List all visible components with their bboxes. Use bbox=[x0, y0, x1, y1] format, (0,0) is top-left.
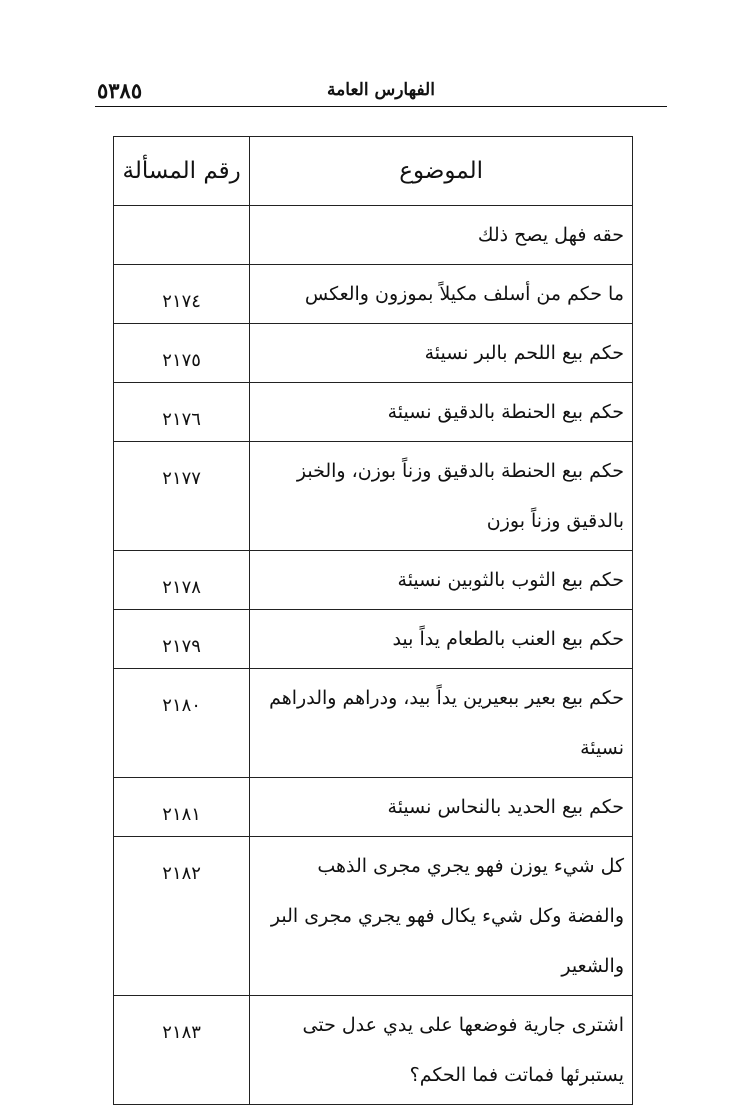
table-row bbox=[114, 324, 633, 383]
topic-cell: حكم بيع اللحم بالبر نسيئة bbox=[250, 324, 633, 383]
topic-cell: ما حكم من أسلف مكيلاً بموزون والعكس bbox=[250, 265, 633, 324]
topic-cell: حكم بيع الحنطة بالدقيق وزناً بوزن، والخبز بالدقيق وزناً بوزن bbox=[250, 442, 633, 551]
issue-number-cell: ٢١٧٤ bbox=[114, 265, 250, 324]
topic-cell: حقه فهل يصح ذلك bbox=[250, 206, 633, 265]
issue-number-cell bbox=[114, 206, 250, 265]
number-column-header: رقم المسألة bbox=[114, 137, 250, 206]
table-row bbox=[114, 383, 633, 442]
issue-number-cell: ٢١٨٠ bbox=[114, 669, 250, 778]
header-rule bbox=[95, 106, 667, 107]
table-row bbox=[114, 610, 633, 669]
topic-cell: حكم بيع الحنطة بالدقيق نسيئة bbox=[250, 383, 633, 442]
page-header bbox=[95, 74, 667, 104]
issue-number-cell: ٢١٨٢ bbox=[114, 837, 250, 996]
table-row bbox=[114, 442, 633, 551]
topic-cell: حكم بيع الثوب بالثوبين نسيئة bbox=[250, 551, 633, 610]
issue-number-cell: ٢١٧٦ bbox=[114, 383, 250, 442]
table-row bbox=[114, 778, 633, 837]
topic-cell: حكم بيع العنب بالطعام يداً بيد bbox=[250, 610, 633, 669]
issue-number-cell: ٢١٨١ bbox=[114, 778, 250, 837]
topic-column-header: الموضوع bbox=[250, 137, 633, 206]
topic-cell: اشترى جارية فوضعها على يدي عدل حتى يستبرئها فماتت فما الحكم؟ bbox=[250, 996, 633, 1105]
table-row bbox=[114, 996, 633, 1105]
issue-number-cell: ٢١٧٩ bbox=[114, 610, 250, 669]
table-row bbox=[114, 265, 633, 324]
topic-cell: كل شيء يوزن فهو يجري مجرى الذهب والفضة وكل شيء يكال فهو يجري مجرى البر والشعير bbox=[250, 837, 633, 996]
issue-number-cell: ٢١٨٣ bbox=[114, 996, 250, 1105]
running-title: الفهارس العامة bbox=[327, 80, 435, 100]
table-row bbox=[114, 551, 633, 610]
index-table bbox=[113, 136, 633, 1105]
table-row bbox=[114, 837, 633, 996]
topic-cell: حكم بيع بعير ببعيرين يداً بيد، ودراهم والدراهم نسيئة bbox=[250, 669, 633, 778]
issue-number-cell: ٢١٧٥ bbox=[114, 324, 250, 383]
table-row bbox=[114, 206, 633, 265]
page-number: ٥٣٨٥ bbox=[97, 78, 143, 103]
issue-number-cell: ٢١٧٨ bbox=[114, 551, 250, 610]
table-header-row bbox=[114, 137, 633, 206]
issue-number-cell: ٢١٧٧ bbox=[114, 442, 250, 551]
table-row bbox=[114, 669, 633, 778]
topic-cell: حكم بيع الحديد بالنحاس نسيئة bbox=[250, 778, 633, 837]
